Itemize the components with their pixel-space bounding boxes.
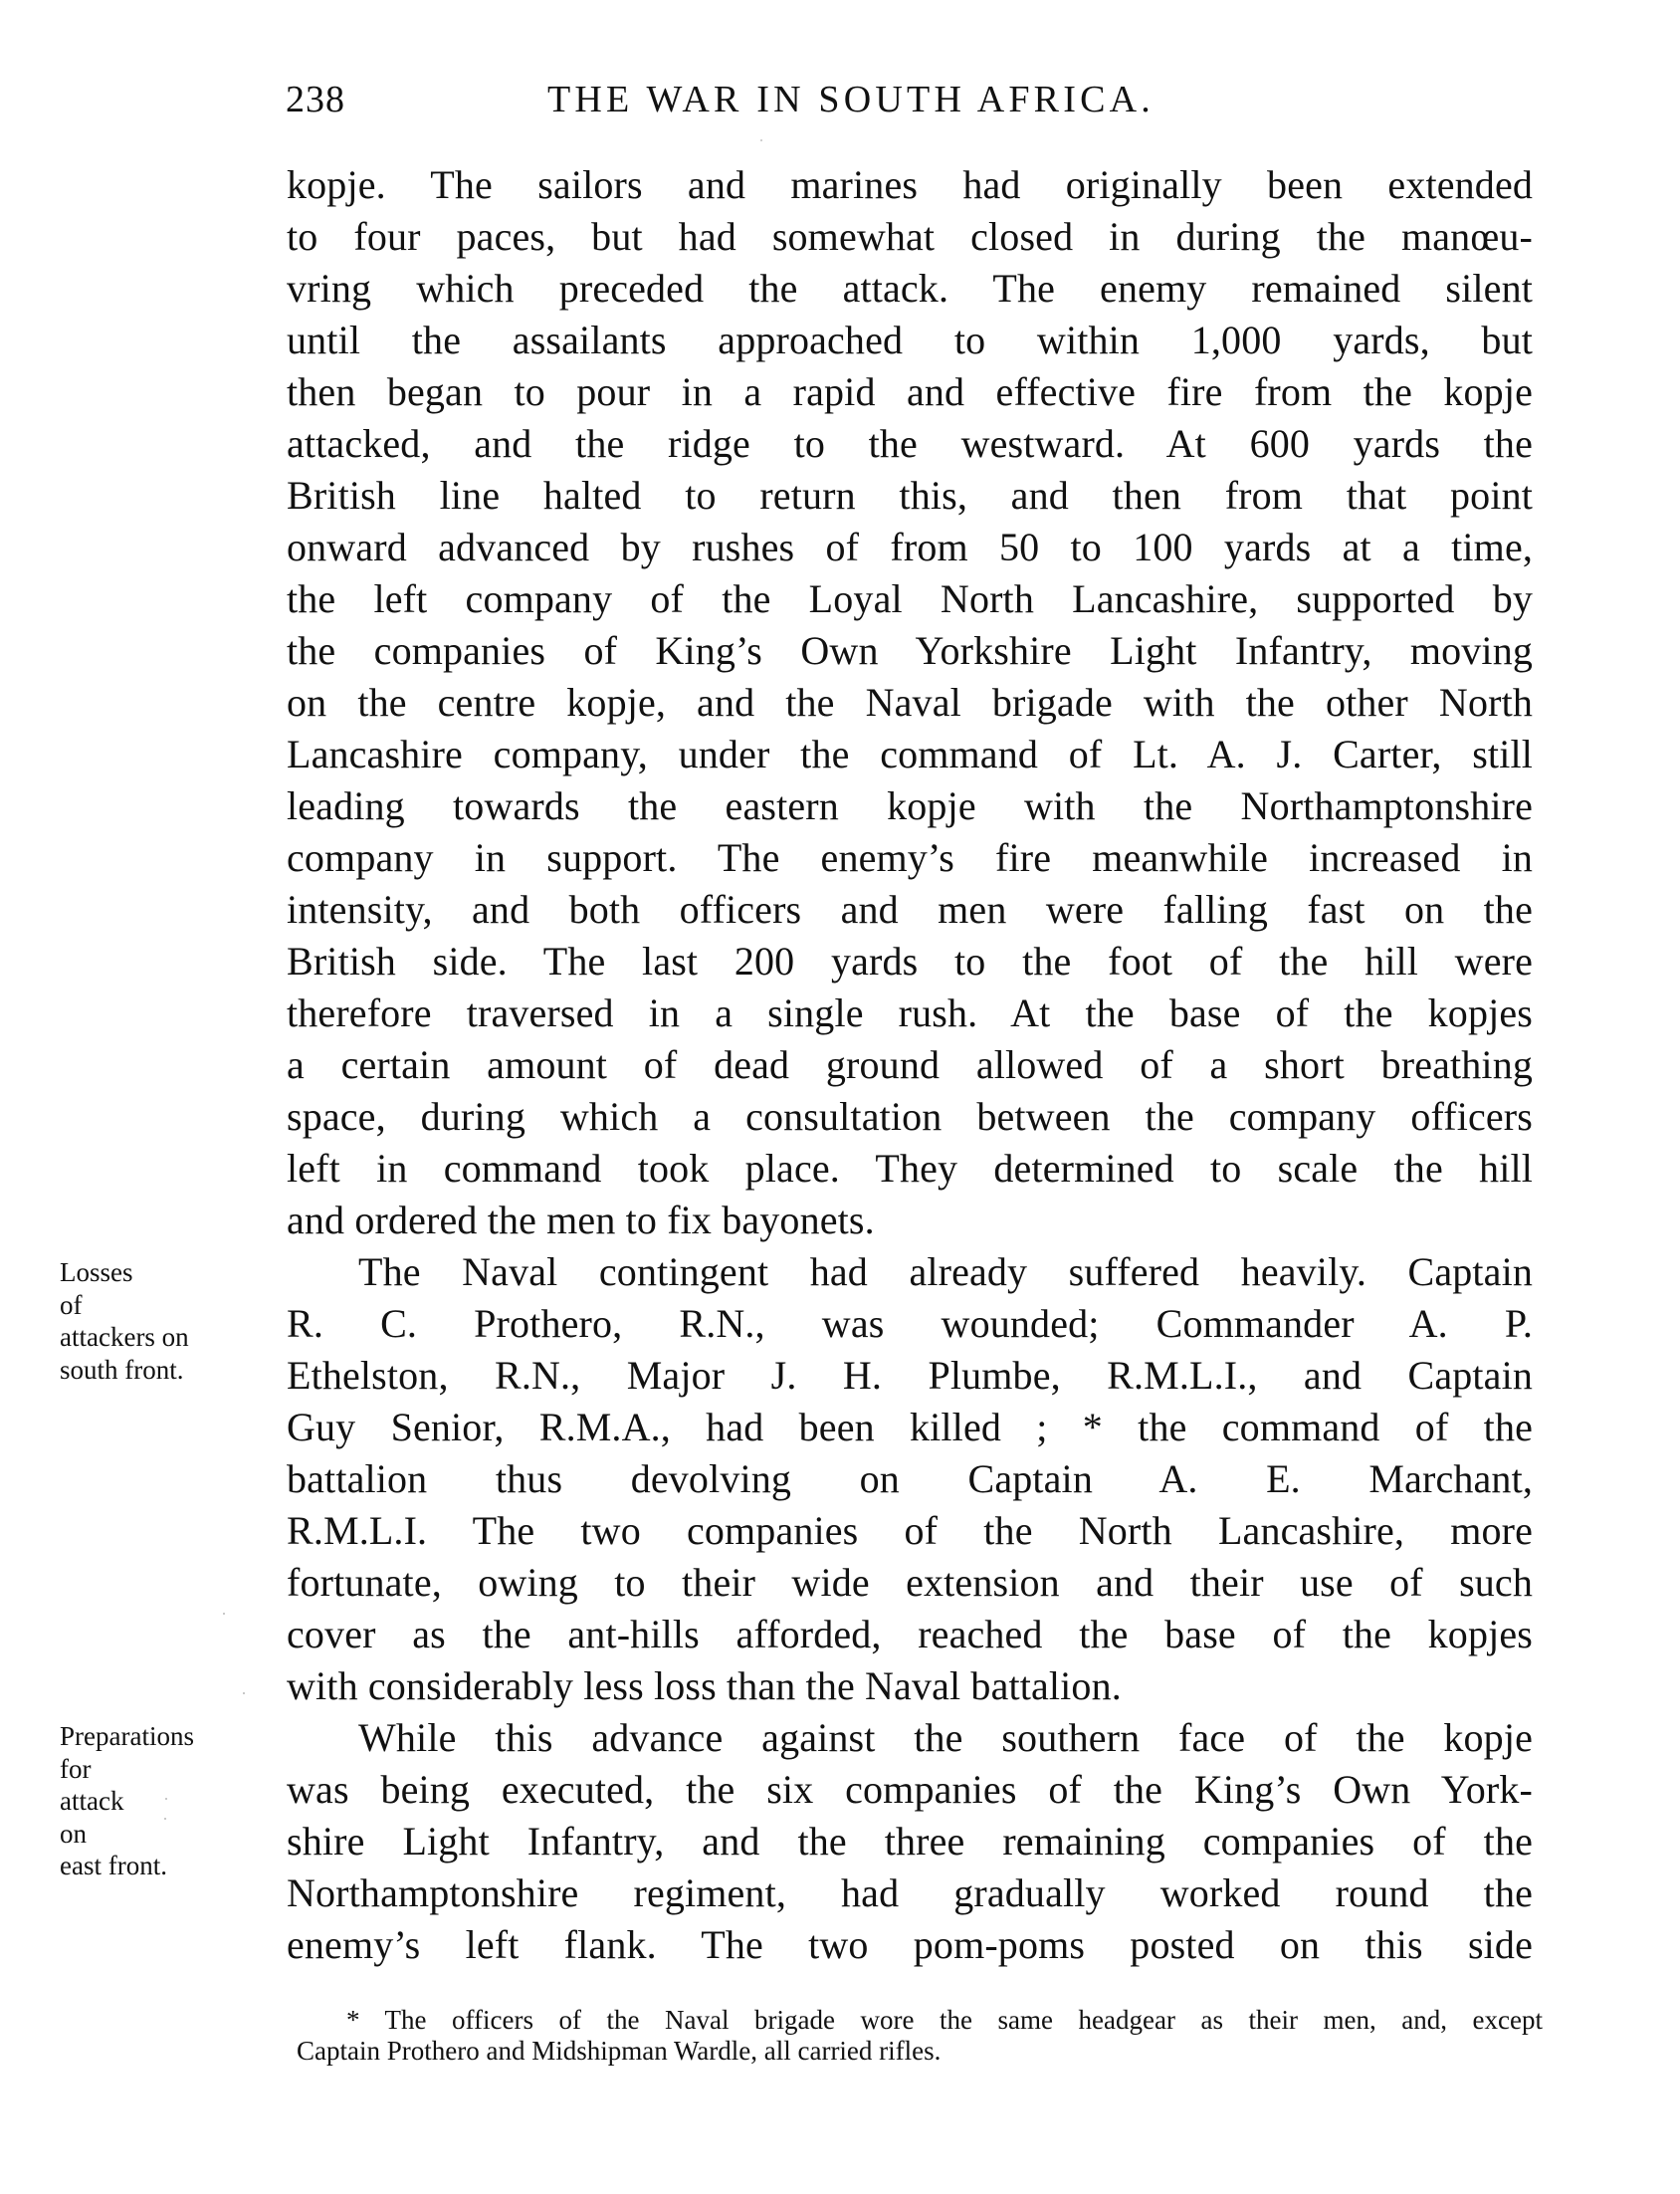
sidenote-losses-south-front xyxy=(60,1256,259,1386)
text-line: company in support. The enemy’s fire meanwhile increased in xyxy=(287,835,1533,880)
text-line: R.M.L.I. The two companies of the North Lancashire, more xyxy=(287,1508,1533,1553)
scan-speck xyxy=(164,1818,166,1820)
sidenote-line: Preparations xyxy=(60,1721,194,1751)
text-line: attacked, and the ridge to the westward. At 600 yards the xyxy=(287,421,1533,466)
scan-speck xyxy=(760,139,762,141)
text-line: left in command took place. They determined to scale the hill xyxy=(287,1146,1533,1191)
paragraph-1 xyxy=(287,159,1533,1246)
sidenote-preparations-east-front xyxy=(60,1720,259,1882)
text-line: with considerably less loss than the Naval battalion. xyxy=(287,1663,1122,1708)
sidenote-line: south front. xyxy=(60,1354,184,1385)
text-line: While this advance against the southern face of the kopje xyxy=(358,1715,1533,1760)
text-line: shire Light Infantry, and the three remaining companies of the xyxy=(287,1819,1533,1864)
text-line: The Naval contingent had already suffered heavily. Captain xyxy=(358,1249,1533,1294)
paragraph-3 xyxy=(287,1712,1533,1971)
text-line: to four paces, but had somewhat closed in during the manœu- xyxy=(287,214,1533,259)
text-line: British side. The last 200 yards to the foot of the hill were xyxy=(287,939,1533,984)
sidenote-line: east front. xyxy=(60,1851,167,1880)
text-line: kopje. The sailors and marines had originally been extended xyxy=(287,162,1533,207)
text-line: Lancashire company, under the command of Lt. A. J. Carter, still xyxy=(287,732,1533,776)
text-line: Ethelston, R.N., Major J. H. Plumbe, R.M.L.I., and Captain xyxy=(287,1353,1533,1398)
sidenote-line: attack xyxy=(60,1786,124,1816)
text-line: cover as the ant-hills afforded, reached the base of the kopjes xyxy=(287,1612,1533,1656)
text-line: space, during which a consultation between the company officers xyxy=(287,1094,1533,1139)
paragraph-2 xyxy=(287,1246,1533,1712)
text-line: intensity, and both officers and men were falling fast on the xyxy=(287,887,1533,932)
sidenote-line: Losses xyxy=(60,1257,133,1287)
footnote-line: Captain Prothero and Midshipman Wardle, all carried rifles. xyxy=(297,2036,942,2066)
text-line: Northamptonshire regiment, had gradually worked round the xyxy=(287,1870,1533,1915)
scan-speck xyxy=(223,1613,225,1615)
text-line: onward advanced by rushes of from 50 to 100 yards at a time, xyxy=(287,525,1533,569)
text-line: British line halted to return this, and then from that point xyxy=(287,473,1533,518)
text-line: Guy Senior, R.M.A., had been killed ; * the command of the xyxy=(287,1405,1533,1449)
text-line: battalion thus devolving on Captain A. E. Marchant, xyxy=(287,1456,1533,1501)
sidenote-line: for xyxy=(60,1753,92,1784)
text-line: R. C. Prothero, R.N., was wounded; Commander A. P. xyxy=(287,1301,1533,1346)
text-line: and ordered the men to fix bayonets. xyxy=(287,1198,875,1242)
text-line: vring which preceded the attack. The enemy remained silent xyxy=(287,266,1533,311)
text-line: until the assailants approached to within 1,000 yards, but xyxy=(287,318,1533,362)
footnote xyxy=(297,2005,1543,2067)
text-line: fortunate, owing to their wide extension and their use of such xyxy=(287,1560,1533,1605)
page-number: 238 xyxy=(286,79,345,120)
text-line: was being executed, the six companies of the King’s Own York- xyxy=(287,1767,1533,1812)
text-line: the left company of the Loyal North Lancashire, supported by xyxy=(287,576,1533,621)
footnote-line: * The officers of the Naval brigade wore the same headgear as their men, and, except xyxy=(346,2005,1543,2035)
text-line: leading towards the eastern kopje with the Northamptonshire xyxy=(287,783,1533,828)
running-header xyxy=(286,76,1281,123)
sidenote-line: on xyxy=(60,1818,87,1849)
sidenote-line: attackers on xyxy=(60,1322,189,1352)
body-text xyxy=(287,159,1533,1971)
text-line: the companies of King’s Own Yorkshire Light Infantry, moving xyxy=(287,628,1533,673)
text-line: a certain amount of dead ground allowed of a short breathing xyxy=(287,1042,1533,1087)
text-line: then began to pour in a rapid and effective fire from the kopje xyxy=(287,369,1533,414)
scan-speck xyxy=(243,1692,245,1694)
text-line: enemy’s left flank. The two pom-poms posted on this side xyxy=(287,1922,1533,1967)
text-line: on the centre kopje, and the Naval brigade with the other North xyxy=(287,680,1533,725)
running-title: THE WAR IN SOUTH AFRICA. xyxy=(547,79,1155,120)
scan-speck xyxy=(165,1798,167,1800)
sidenote-line: of xyxy=(60,1289,83,1320)
text-line: therefore traversed in a single rush. At the base of the kopjes xyxy=(287,990,1533,1035)
